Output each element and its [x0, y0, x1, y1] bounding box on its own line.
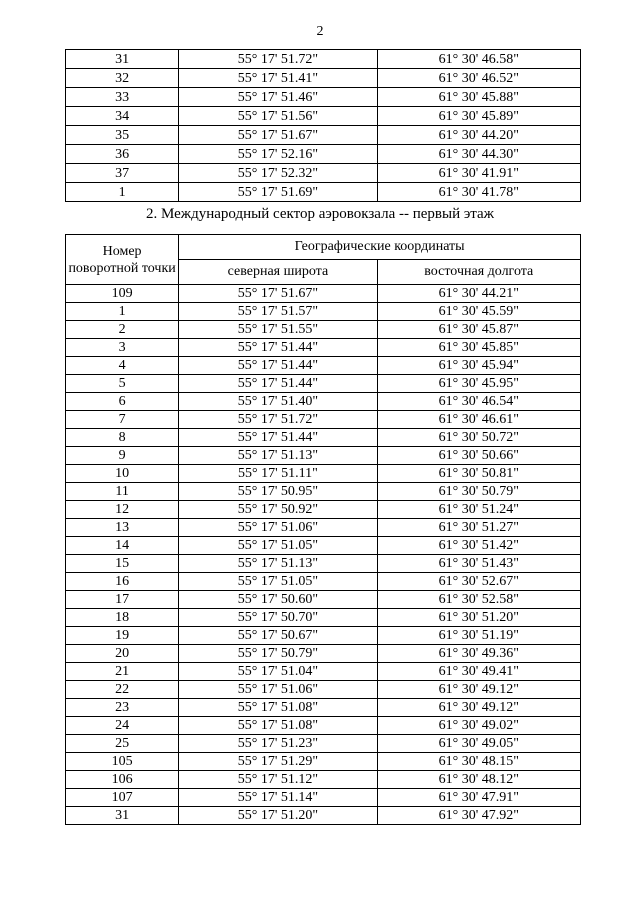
cell-north-latitude: 55° 17' 51.23" — [179, 735, 377, 753]
cell-point-number: 1 — [66, 303, 179, 321]
table-row — [66, 339, 581, 357]
cell-north-latitude: 55° 17' 51.08" — [179, 699, 377, 717]
cell-north-latitude: 55° 17' 51.05" — [179, 537, 377, 555]
cell-north-latitude: 55° 17' 50.70" — [179, 609, 377, 627]
cell-east-longitude: 61° 30' 41.78" — [377, 183, 580, 202]
cell-point-number: 2 — [66, 321, 179, 339]
cell-point-number: 22 — [66, 681, 179, 699]
cell-north-latitude: 55° 17' 51.06" — [179, 519, 377, 537]
cell-point-number: 10 — [66, 465, 179, 483]
cell-east-longitude: 61° 30' 46.61" — [377, 411, 580, 429]
table-row — [66, 519, 581, 537]
table-row — [66, 609, 581, 627]
table-row — [66, 591, 581, 609]
cell-point-number: 20 — [66, 645, 179, 663]
cell-east-longitude: 61° 30' 45.85" — [377, 339, 580, 357]
cell-north-latitude: 55° 17' 51.20" — [179, 807, 377, 825]
cell-point-number: 11 — [66, 483, 179, 501]
table-row — [66, 537, 581, 555]
cell-north-latitude: 55° 17' 51.08" — [179, 717, 377, 735]
cell-point-number: 24 — [66, 717, 179, 735]
table-row — [66, 807, 581, 825]
cell-north-latitude: 55° 17' 51.69" — [179, 183, 377, 202]
cell-east-longitude: 61° 30' 44.30" — [377, 145, 580, 164]
cell-point-number: 13 — [66, 519, 179, 537]
cell-east-longitude: 61° 30' 51.20" — [377, 609, 580, 627]
cell-north-latitude: 55° 17' 51.06" — [179, 681, 377, 699]
table-row — [66, 555, 581, 573]
table-row — [66, 699, 581, 717]
table-row — [66, 573, 581, 591]
cell-north-latitude: 55° 17' 50.67" — [179, 627, 377, 645]
cell-north-latitude: 55° 17' 51.12" — [179, 771, 377, 789]
cell-north-latitude: 55° 17' 51.40" — [179, 393, 377, 411]
cell-point-number: 17 — [66, 591, 179, 609]
cell-point-number: 33 — [66, 88, 179, 107]
cell-east-longitude: 61° 30' 51.43" — [377, 555, 580, 573]
cell-east-longitude: 61° 30' 44.20" — [377, 126, 580, 145]
coordinates-table-continued — [65, 49, 581, 202]
table-row — [66, 429, 581, 447]
cell-point-number: 37 — [66, 164, 179, 183]
cell-north-latitude: 55° 17' 51.44" — [179, 357, 377, 375]
cell-point-number: 31 — [66, 50, 179, 69]
header-east-longitude: восточная долгота — [377, 260, 580, 285]
header-geo-coordinates: Географические координаты — [179, 235, 581, 260]
table-body — [66, 285, 581, 825]
cell-east-longitude: 61° 30' 50.72" — [377, 429, 580, 447]
cell-north-latitude: 55° 17' 51.44" — [179, 339, 377, 357]
cell-east-longitude: 61° 30' 50.66" — [377, 447, 580, 465]
cell-east-longitude: 61° 30' 49.36" — [377, 645, 580, 663]
cell-east-longitude: 61° 30' 47.91" — [377, 789, 580, 807]
cell-point-number: 9 — [66, 447, 179, 465]
cell-east-longitude: 61° 30' 52.58" — [377, 591, 580, 609]
cell-point-number: 31 — [66, 807, 179, 825]
cell-north-latitude: 55° 17' 51.55" — [179, 321, 377, 339]
cell-north-latitude: 55° 17' 51.57" — [179, 303, 377, 321]
table-row — [66, 411, 581, 429]
table-row — [66, 789, 581, 807]
cell-north-latitude: 55° 17' 51.67" — [179, 285, 377, 303]
cell-east-longitude: 61° 30' 48.15" — [377, 753, 580, 771]
cell-east-longitude: 61° 30' 46.52" — [377, 69, 580, 88]
cell-point-number: 109 — [66, 285, 179, 303]
cell-point-number: 4 — [66, 357, 179, 375]
cell-north-latitude: 55° 17' 51.11" — [179, 465, 377, 483]
cell-east-longitude: 61° 30' 51.24" — [377, 501, 580, 519]
cell-east-longitude: 61° 30' 45.88" — [377, 88, 580, 107]
table-header — [66, 235, 581, 285]
cell-east-longitude: 61° 30' 45.94" — [377, 357, 580, 375]
cell-east-longitude: 61° 30' 46.54" — [377, 393, 580, 411]
table-row — [66, 501, 581, 519]
cell-point-number: 12 — [66, 501, 179, 519]
cell-east-longitude: 61° 30' 49.41" — [377, 663, 580, 681]
cell-north-latitude: 55° 17' 51.56" — [179, 107, 377, 126]
cell-east-longitude: 61° 30' 48.12" — [377, 771, 580, 789]
cell-north-latitude: 55° 17' 52.32" — [179, 164, 377, 183]
cell-point-number: 19 — [66, 627, 179, 645]
table-row — [66, 645, 581, 663]
cell-north-latitude: 55° 17' 51.72" — [179, 411, 377, 429]
cell-point-number: 25 — [66, 735, 179, 753]
cell-east-longitude: 61° 30' 49.02" — [377, 717, 580, 735]
cell-north-latitude: 55° 17' 51.13" — [179, 555, 377, 573]
cell-north-latitude: 55° 17' 50.95" — [179, 483, 377, 501]
cell-east-longitude: 61° 30' 44.21" — [377, 285, 580, 303]
table-row — [66, 88, 581, 107]
cell-east-longitude: 61° 30' 45.87" — [377, 321, 580, 339]
header-north-latitude: северная широта — [179, 260, 377, 285]
table-row — [66, 753, 581, 771]
table-row — [66, 321, 581, 339]
cell-point-number: 8 — [66, 429, 179, 447]
cell-north-latitude: 55° 17' 51.44" — [179, 429, 377, 447]
cell-east-longitude: 61° 30' 41.91" — [377, 164, 580, 183]
cell-point-number: 16 — [66, 573, 179, 591]
cell-north-latitude: 55° 17' 51.46" — [179, 88, 377, 107]
cell-point-number: 35 — [66, 126, 179, 145]
cell-east-longitude: 61° 30' 51.19" — [377, 627, 580, 645]
table-row — [66, 50, 581, 69]
table-row — [66, 183, 581, 202]
table-row — [66, 447, 581, 465]
header-row — [66, 235, 581, 260]
cell-north-latitude: 55° 17' 51.41" — [179, 69, 377, 88]
table-row — [66, 357, 581, 375]
cell-east-longitude: 61° 30' 49.12" — [377, 699, 580, 717]
table-row — [66, 145, 581, 164]
table-row — [66, 303, 581, 321]
section-title: 2. Международный сектор аэровокзала -- первый этаж — [145, 206, 495, 222]
cell-east-longitude: 61° 30' 50.79" — [377, 483, 580, 501]
cell-point-number: 14 — [66, 537, 179, 555]
cell-north-latitude: 55° 17' 51.44" — [179, 375, 377, 393]
cell-east-longitude: 61° 30' 45.59" — [377, 303, 580, 321]
cell-north-latitude: 55° 17' 50.79" — [179, 645, 377, 663]
table-row — [66, 164, 581, 183]
cell-north-latitude: 55° 17' 50.60" — [179, 591, 377, 609]
page-number: 2 — [316, 24, 324, 39]
cell-north-latitude: 55° 17' 52.16" — [179, 145, 377, 164]
cell-point-number: 36 — [66, 145, 179, 164]
table-body — [66, 50, 581, 202]
cell-point-number: 5 — [66, 375, 179, 393]
cell-east-longitude: 61° 30' 50.81" — [377, 465, 580, 483]
table-row — [66, 126, 581, 145]
cell-east-longitude: 61° 30' 47.92" — [377, 807, 580, 825]
table-row — [66, 285, 581, 303]
cell-north-latitude: 55° 17' 51.05" — [179, 573, 377, 591]
cell-point-number: 107 — [66, 789, 179, 807]
cell-east-longitude: 61° 30' 52.67" — [377, 573, 580, 591]
cell-east-longitude: 61° 30' 49.05" — [377, 735, 580, 753]
cell-point-number: 1 — [66, 183, 179, 202]
table-row — [66, 663, 581, 681]
coordinates-table-international-sector — [65, 234, 581, 825]
cell-point-number: 106 — [66, 771, 179, 789]
cell-east-longitude: 61° 30' 51.27" — [377, 519, 580, 537]
table-row — [66, 107, 581, 126]
cell-point-number: 7 — [66, 411, 179, 429]
cell-north-latitude: 55° 17' 51.14" — [179, 789, 377, 807]
cell-point-number: 18 — [66, 609, 179, 627]
table-row — [66, 375, 581, 393]
cell-point-number: 32 — [66, 69, 179, 88]
cell-north-latitude: 55° 17' 51.13" — [179, 447, 377, 465]
cell-north-latitude: 55° 17' 51.67" — [179, 126, 377, 145]
table-row — [66, 69, 581, 88]
table-row — [66, 393, 581, 411]
cell-east-longitude: 61° 30' 51.42" — [377, 537, 580, 555]
cell-east-longitude: 61° 30' 49.12" — [377, 681, 580, 699]
cell-north-latitude: 55° 17' 51.04" — [179, 663, 377, 681]
cell-east-longitude: 61° 30' 45.89" — [377, 107, 580, 126]
cell-east-longitude: 61° 30' 45.95" — [377, 375, 580, 393]
cell-point-number: 21 — [66, 663, 179, 681]
cell-north-latitude: 55° 17' 51.72" — [179, 50, 377, 69]
cell-point-number: 105 — [66, 753, 179, 771]
table-row — [66, 627, 581, 645]
cell-point-number: 23 — [66, 699, 179, 717]
table-row — [66, 717, 581, 735]
table-row — [66, 735, 581, 753]
cell-point-number: 15 — [66, 555, 179, 573]
cell-point-number: 6 — [66, 393, 179, 411]
table-row — [66, 465, 581, 483]
table-row — [66, 483, 581, 501]
cell-point-number: 3 — [66, 339, 179, 357]
cell-east-longitude: 61° 30' 46.58" — [377, 50, 580, 69]
table-row — [66, 681, 581, 699]
cell-north-latitude: 55° 17' 50.92" — [179, 501, 377, 519]
table-row — [66, 771, 581, 789]
cell-north-latitude: 55° 17' 51.29" — [179, 753, 377, 771]
header-point-number: Номер поворотной точки — [66, 235, 179, 285]
cell-point-number: 34 — [66, 107, 179, 126]
